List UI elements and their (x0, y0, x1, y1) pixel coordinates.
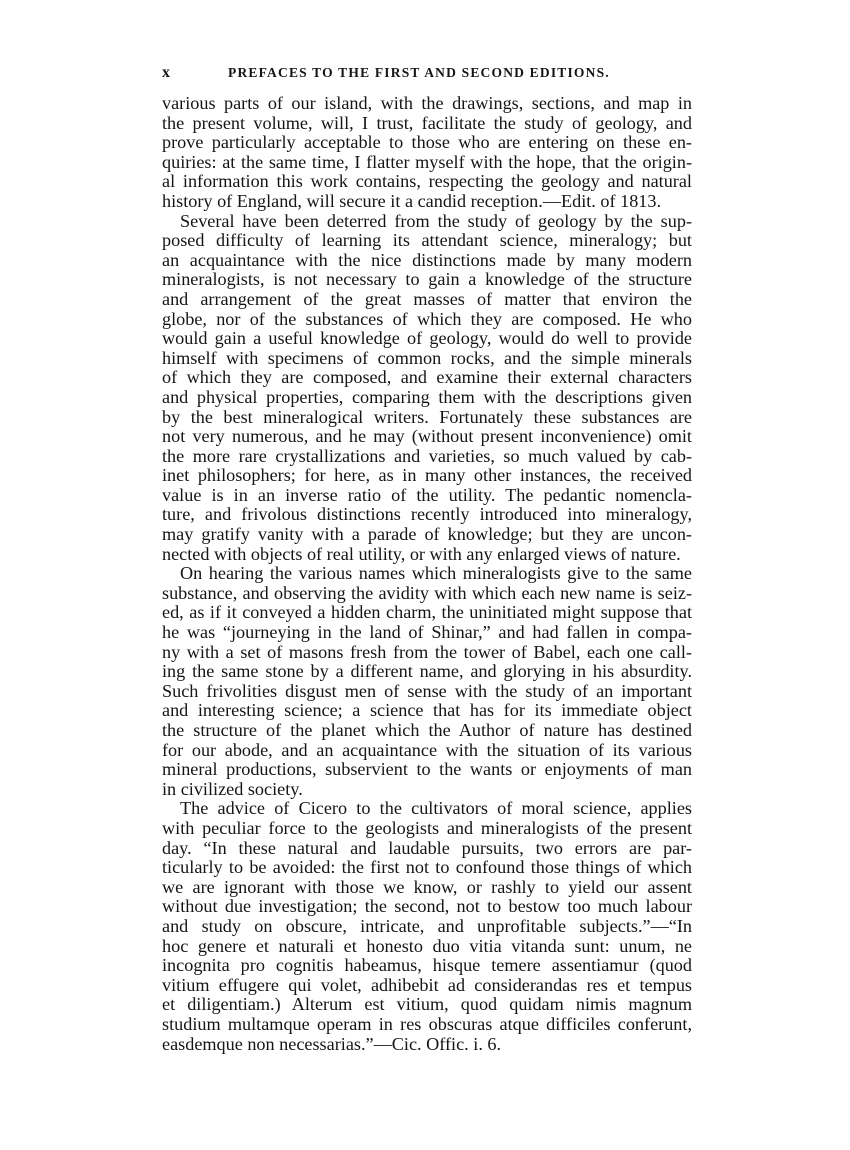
text-line: of which they are composed, and examine their external characters (162, 367, 692, 388)
text-line: vitium effugere qui volet, adhibebit ad considerandas res et tempus (162, 974, 692, 995)
text-line: easdemque non necessarias.”—Cic. Offic. i. 6. (162, 1033, 502, 1054)
text-line: various parts of our island, with the drawings, sections, and map in (162, 93, 692, 113)
text-line: On hearing the various names which mineralogists give to the same (180, 563, 692, 584)
text-line: ny with a set of masons fresh from the tower of Babel, each one call- (162, 641, 692, 662)
text-line: prove particularly acceptable to those who are entering on these en- (162, 132, 692, 153)
text-line: The advice of Cicero to the cultivators of moral science, applies (180, 798, 692, 819)
text-line: hoc genere et naturali et honesto duo vitia vitanda sunt: unum, ne (162, 935, 692, 956)
text-line: and physical properties, comparing them with the descriptions given (162, 386, 692, 407)
text-line: ing the same stone by a different name, and glorying in his absurdity. (162, 661, 692, 682)
text-line: an acquaintance with the nice distinctions made by many modern (162, 249, 692, 270)
text-line: would gain a useful knowledge of geology, would do well to provide (162, 328, 692, 349)
page-number: x (162, 64, 172, 81)
text-line: posed difficulty of learning its attendant science, mineralogy; but (162, 230, 692, 251)
text-line: not very numerous, and he may (without present inconvenience) omit (162, 426, 692, 447)
text-line: with peculiar force to the geologists and mineralogists of the present (162, 817, 692, 838)
running-head-title: PREFACES TO THE FIRST AND SECOND EDITIONS. (228, 65, 610, 80)
text-line: the present volume, will, I trust, facilitate the study of geology, and (162, 112, 692, 133)
text-line: substance, and observing the avidity with which each new name is seiz- (162, 582, 692, 603)
text-line: nected with objects of real utility, or with any enlarged views of nature. (162, 543, 681, 564)
text-line: himself with specimens of common rocks, and the simple minerals (162, 347, 692, 368)
text-line: value is in an inverse ratio of the utility. The pedantic nomencla- (162, 484, 692, 505)
text-line: without due investigation; the second, not to bestow too much labour (162, 896, 692, 917)
text-line: inet philosophers; for here, as in many other instances, the received (162, 465, 692, 486)
text-line: for our abode, and an acquaintance with the situation of its various (162, 739, 692, 760)
text-line: day. “In these natural and laudable pursuits, two errors are par- (162, 837, 692, 858)
text-line: ticularly to be avoided: the first not to confound those things of which (162, 857, 692, 878)
running-head (162, 64, 692, 84)
text-line: and arrangement of the great masses of matter that environ the (162, 288, 692, 309)
text-line: incognita pro cognitis habeamus, hisque temere assentiamur (quod (162, 955, 692, 976)
text-line: the structure of the planet which the Author of nature has destined (162, 720, 692, 740)
text-line: quiries: at the same time, I flatter myself with the hope, that the origin- (162, 151, 692, 172)
text-line: Several have been deterred from the study of geology by the sup- (180, 210, 692, 231)
text-line: history of England, will secure it a candid reception.—Edit. of 1813. (162, 190, 662, 211)
text-line: by the best mineralogical writers. Fortunately these substances are (162, 406, 692, 427)
text-line: and interesting science; a science that has for its immediate object (162, 700, 692, 721)
text-line: al information this work contains, respecting the geology and natural (162, 171, 692, 192)
text-line: ture, and frivolous distinctions recently introduced into mineralogy, (162, 504, 692, 525)
text-line: in civilized society. (162, 778, 303, 799)
text-line: studium multamque operam in res obscuras atque difficiles conferunt, (162, 1013, 692, 1034)
text-line: and study on obscure, intricate, and unprofitable subjects.”—“In (162, 915, 692, 936)
text-line: we are ignorant with those we know, or rashly to yield our assent (162, 876, 692, 897)
body-text (162, 94, 692, 1054)
text-line: he was “journeying in the land of Shinar,” and had fallen in compa- (162, 622, 692, 643)
text-line: mineral productions, subservient to the wants or enjoyments of man (162, 759, 692, 780)
text-line: the more rare crystallizations and varieties, so much valued by cab- (162, 445, 692, 466)
text-line: globe, nor of the substances of which they are composed. He who (162, 308, 692, 329)
text-line: mineralogists, is not necessary to gain a knowledge of the structure (162, 269, 692, 290)
text-line: Such frivolities disgust men of sense with the study of an important (162, 680, 692, 701)
text-line: may gratify vanity with a parade of knowledge; but they are uncon- (162, 524, 692, 545)
text-line: ed, as if it conveyed a hidden charm, the uninitiated might suppose that (162, 602, 692, 623)
text-line: et diligentiam.) Alterum est vitium, quod quidam nimis magnum (162, 994, 692, 1015)
